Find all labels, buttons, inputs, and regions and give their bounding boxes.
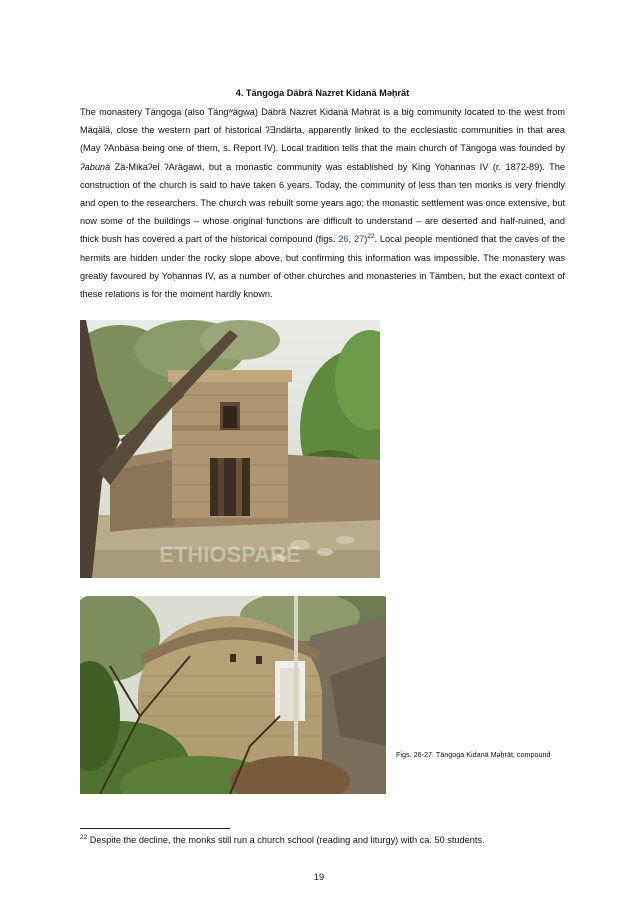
figure-26-photo — [80, 320, 380, 578]
page-number: 19 — [313, 872, 325, 882]
fig-27-link[interactable]: 27 — [353, 234, 365, 245]
figure-caption: Figs. 26-27. Tängoga Kidanä Məḥrät, compound — [396, 750, 551, 759]
footnote-number: 22 — [80, 834, 88, 841]
figure-reference-prefix: figs. — [318, 234, 339, 245]
section-heading: 4. Tängoga Däbrä Nazret Kidanä Məḥrät — [235, 88, 410, 98]
figure-27-photo — [80, 596, 386, 794]
paragraph-text-2: Zä-Mikaʔel ʔArägawi, but a monastic community was established by King Yoḥannəs IV (r. 1872-89). The construction of the church is said to have taken 6 years. Today, the community of less than ten monks is very friendly and open to the researchers. The church was rebuilt some years ago; the monastic settlement was once extensive, but now some of the buildings – whose original functions are difficult to understand – are deserted and half-ruined, and thick bush has covered a part of the historical compound ( — [80, 161, 565, 245]
fig-26-link[interactable]: 26 — [338, 234, 349, 245]
footnote-marker[interactable]: 22 — [367, 233, 375, 241]
italic-abuna: ʔabunä — [80, 161, 111, 172]
footnote-divider — [80, 828, 230, 829]
figure-reference — [318, 234, 368, 245]
paragraph-text-1: The monastery Tängoga (also Tängʷägwa) Däbrä Nazret Kidanä Məḥrät is a big community located to the west from Mäqälä, close the western part of historical ʔƎndärta, apparently linked to the ecclesiastic communities in that area (May ʔAnbäsa being one of them, s. Report IV). Local tradition tells that the main church of Tängoga was founded by — [80, 107, 565, 154]
paragraph-text-3: ) — [364, 234, 368, 245]
footnote-text: Despite the decline, the monks still run a church school (reading and liturgy) with ca. 50 students. — [87, 835, 485, 846]
paragraph-text-4: . Local people mentioned that the caves of the hermits are hidden under the rocky slope above, but confirming this information was impossible. The monastery was greatly favoured by Yoḥannəs IV, as a number of other churches and monasteries in Tämben, but the exact context of these relations is for the moment hardly known. — [80, 234, 565, 300]
body-paragraph — [80, 103, 565, 303]
figure-reference-separator: , — [348, 234, 354, 245]
photo-watermark: ETHIOSPARE — [159, 542, 301, 567]
footnote — [80, 834, 570, 845]
